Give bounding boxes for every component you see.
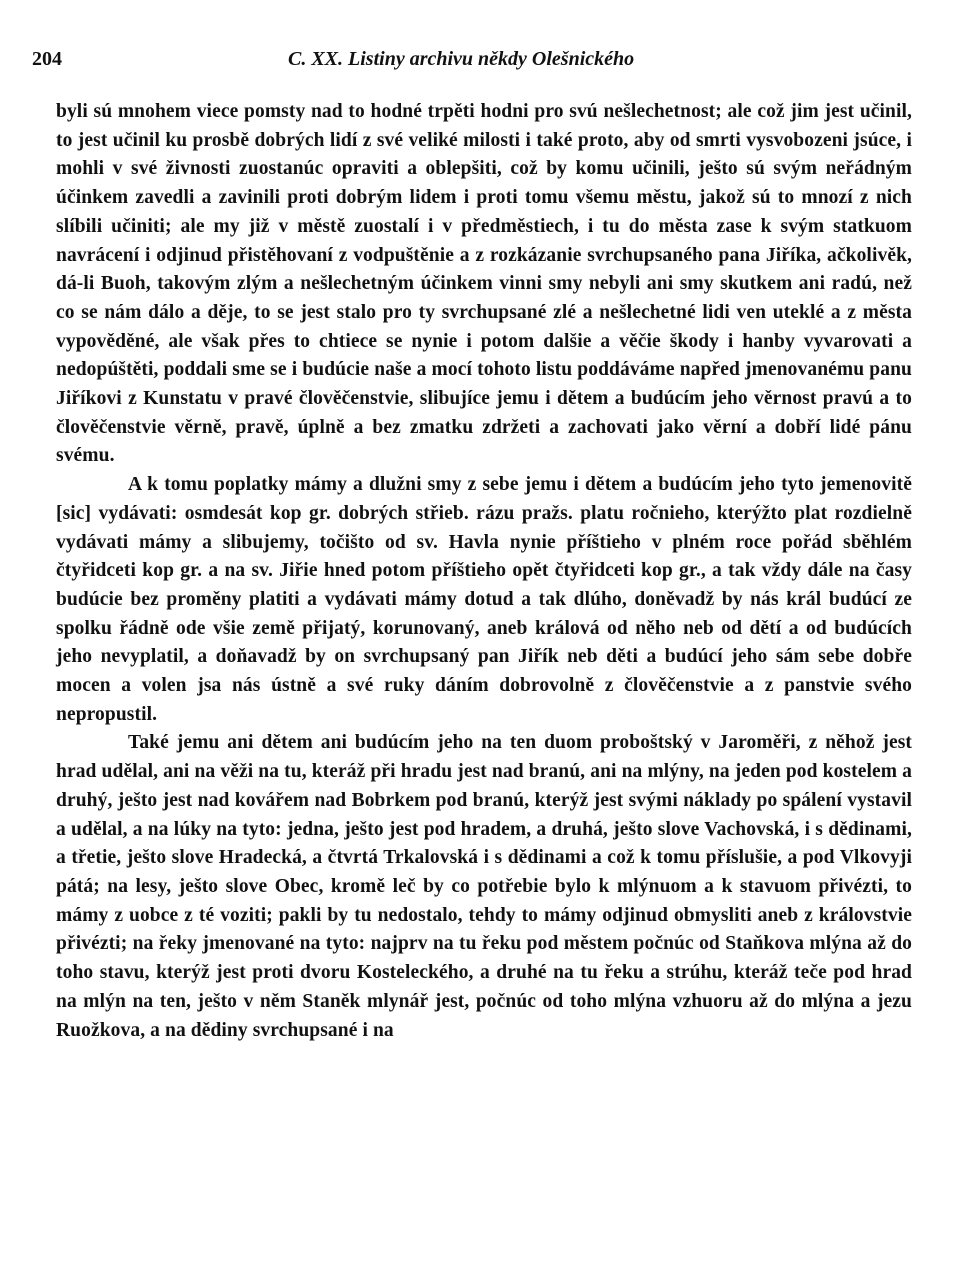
paragraph: byli sú mnohem viece pomsty nad to hodné trpěti hodni pro svú nešlechetnost; ale což jim jest učinil, to jest učinil ku prosbě dobrých lidí z své veliké milosti i také proto, aby od smrti vysvobozeni jsúce, i mohli v své živnosti zuostanúc opraviti a oblepšiti, což by komu učinili, ješto sú svým neřádným účinkem zavedli a zavinili proti dobrým lidem i proti tomu všemu městu, jakož sú to mnozí z nich slíbili učiniti; ale my již v městě zuostalí i v předměstiech, i tu do města zase k svým statkuom navrácení i odjinud přistěhovaní z vodpuštěnie a z rozkázanie svrchupsaného pana Jiříka, ačkolivěk, dá-li Buoh, takovým zlým a nešlechetným účinkem vinni smy nebyli ani smy skutkem ani radú, než co se nám dálo a děje, to se jest stalo pro ty svrchupsané zlé a nešlechetné lidi ven utеklé a z města vypověděné, ale však přes to chtiece se nynie i potom dalšie a věčie škody i hanby vyvarovati a nedopúštěti, poddali sme se i budúcie naše a mocí tohoto listu poddáváme napřed jmenovanému panu Jiříkovi z Kunstatu v pravé člověčenstvie, slibujíce jemu i dětem a budúcím jeho věrnost pravú a to člověčenstvie věrně, pravě, úplně a bez zmatku zdržeti a zachovati jako věrní a dobří lidé pánu svému. [56, 101, 912, 467]
paragraph: Také jemu ani dětem ani budúcím jeho na ten duom proboštský v Jaroměři, z něhož jest hrad udělal, ani na věži na tu, kteráž při hradu jest nad branú, ani na mlýny, na jeden pod kostelem a druhý, ješto jest nad kovářem nad Bobrkem pod branú, kterýž jest svými náklady po spálení vystavil a udělal, a na lúky na tyto: jedna, ješto jest pod hradem, a druhá, ješto slove Vachovská, i s dědinami, a třetie, ješto slove Hradecká, a čtvrtá Trkalovská i s dědinami a což k tomu příslušie, a pod Vlkovyji pátá; na lesy, ješto slove Obec, kromě leč by co potřebie bylo k mlýnuom a k stavuom přivézti, to mámy z uobce z té voziti; pakli by tu nedostalo, tehdy to mámy odjinud obmysliti aneb z královstvie přivézti; na řeky jmenované na tyto: najprv na tu řeku pod městem počnúc od Staňkova mlýna až do toho stavu, kterýž jest proti dvoru Kosteleckého, a druhé na tu řeku a strúhu, kteráž teče pod hrad na mlýn na ten, ješto v něm Staněk mlynář jest, počnúc od toho mlýna vzhuoru až do mlýna a jezu Ruožkova, a na dědiny svrchupsané i na [56, 732, 912, 1041]
body-text [56, 98, 912, 1045]
page-header [32, 44, 912, 80]
document-page [32, 44, 912, 1045]
page-number: 204 [32, 48, 62, 70]
paragraph: A k tomu poplatky mámy a dlužni smy z sebe jemu i dětem a budúcím jeho tyto jemenovitě [sic] vydávati: osmdesát kop gr. dobrých střieb. rázu pražs. platu ročnieho, kterýžto plat rozdielně vydávati mámy a slibujemy, točišto od sv. Havla nynie příštieho v plném roce pořád sběhlém čtyřidceti kop gr. a na sv. Jiřie hned potom příštieho opět čtyřidceti kop gr., a tak vždy dále na časy budúcie bez proměny platiti a vydávati mámy dotud a tak dlúho, doněvadž by nás král budúcí ze spolku řádně ode všie země přijatý, korunovaný, aneb králová od něho neb od dětí a od budúcích jeho nevyplatil, a doňavadž by on svrchupsaný pan Jiřík neb děti a budúcí jeho sám sebe dobře mocen a volen jsa nás ústně a své ruky dáním dobrovolně z člověčenstvie a z panstvie svého nepropustil. [56, 474, 912, 725]
running-title: C. XX. Listiny archivu někdy Olešnického [288, 48, 635, 70]
